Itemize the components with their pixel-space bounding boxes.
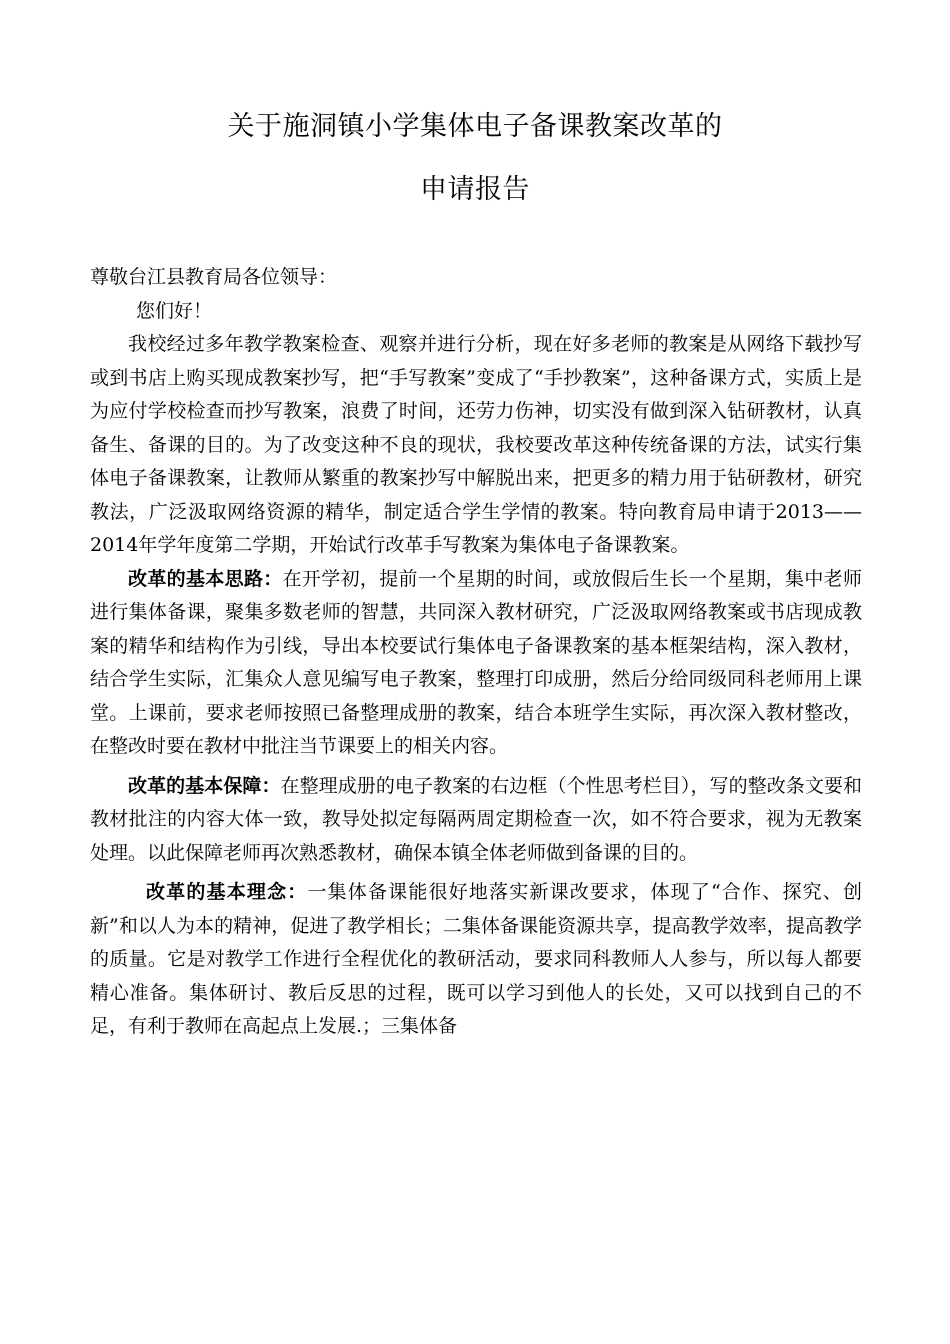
paragraph-thinking xyxy=(90,563,862,764)
concept-label: 改革的基本理念： xyxy=(146,881,308,903)
thinking-label: 改革的基本思路： xyxy=(128,567,283,590)
paragraph-concept xyxy=(90,876,862,1044)
thinking-text: 在开学初，提前一个星期的时间，或放假后生长一个星期，集中老师进行集体备课，聚集多数老师的智慧，共同深入教材研究，广泛汲取网络教案或书店现成教案的精华和结构作为引线，导出本校要试行集体电子备课教案的基本框架结构，深入教材，结合学生实际，汇集众人意见编写电子教案，整理打印成册，然后分给同级同科老师用上课堂。上课前，要求老师按照已备整理成册的教案，结合本班学生实际，再次深入教材整改，在整改时要在教材中批注当节课要上的相关内容。 xyxy=(90,567,862,757)
document-title-line1: 关于施洞镇小学集体电子备课教案改革的 xyxy=(227,111,723,142)
paragraph-intro: 我校经过多年教学教案检查、观察并进行分析，现在好多老师的教案是从网络下载抄写或到书店上购买现成教案抄写，把“手写教案”变成了“手抄教案”，这种备课方式，实质上是为应付学校检查而抄写教案，浪费了时间，还劳力伤神，切实没有做到深入钻研教材，认真备生、备课的目的。为了改变这种不良的现状，我校要改革这种传统备课的方法，试实行集体电子备课教案，让教师从繁重的教案抄写中解脱出来，把更多的精力用于钻研教材，研究教法，广泛汲取网络资源的精华，制定适合学生学情的教案。特向教育局申请于2013——2014年学年度第二学期，开始试行改革手写教案为集体电子备课教案。 xyxy=(90,333,862,556)
concept-text: 一集体备课能很好地落实新课改要求，体现了“合作、探究、创新”和以人为本的精神，促进了教学相长；二集体备课能资源共享，提高教学效率，提高教学的质量。它是对教学工作进行全程优化的教研活动，要求同科教师人人参与，所以每人都要精心准备。集体研讨、教后反思的过程，既可以学习到他人的长处，又可以找到自己的不足，有利于教师在高起点上发展.；三集体备 xyxy=(90,881,862,1037)
document-body xyxy=(90,261,862,1044)
guarantee-label: 改革的基本保障： xyxy=(128,774,281,797)
document-title-line2: 申请报告 xyxy=(420,174,530,205)
paragraph-guarantee xyxy=(90,770,862,871)
guarantee-text: 在整理成册的电子教案的右边框（个性思考栏目），写的整改条文要和教材批注的内容大体一致，教导处拟定每隔两周定期检查一次，如不符合要求，视为无教案处理。以此保障老师再次熟悉教材，确保本镇全体老师做到备课的目的。 xyxy=(90,774,862,864)
greeting: 您们好！ xyxy=(136,299,213,322)
salutation: 尊敬台江县教育局各位领导： xyxy=(90,266,338,288)
